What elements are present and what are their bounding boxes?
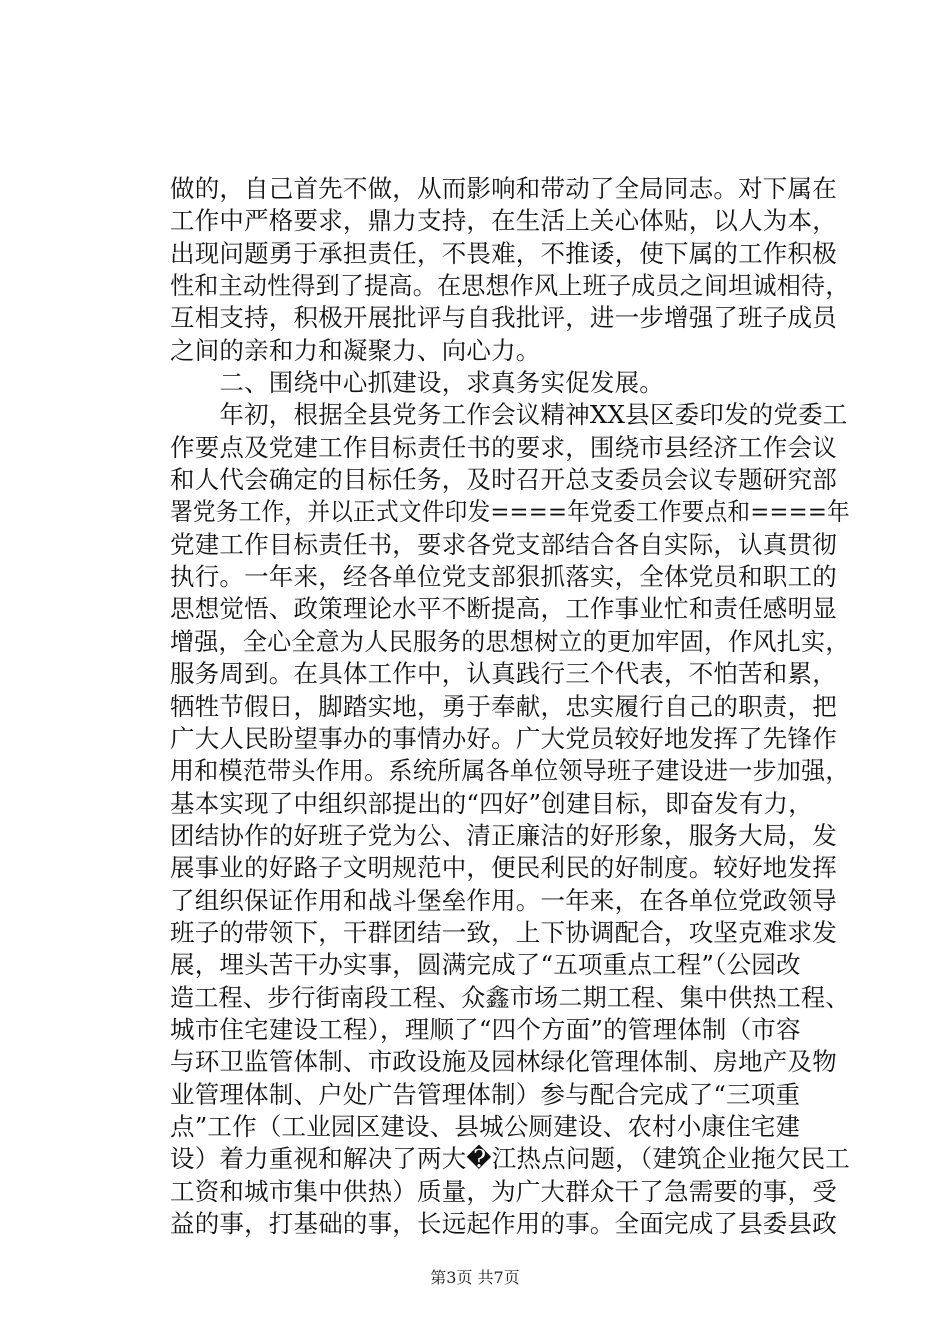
text-line: 牺牲节假日，脚踏实地，勇于奉献，忠实履行自己的职责，把 [170,691,837,721]
text-line: 执行。一年来，经各单位党支部狠抓落实，全体党员和职工的 [170,562,837,592]
text-line: 点”工作（工业园区建设、县城公厕建设、农村小康住宅建 [170,1111,801,1141]
text-line: 业管理体制、户处广告管理体制）参与配合完成了“三项重 [170,1079,801,1109]
text-line: 增强，全心全意为人民服务的思想树立的更加牢固，作风扎实， [170,626,850,656]
text-line: 党建工作目标责任书，要求各党支部结合各自实际，认真贯彻 [170,529,837,559]
text-line: 性和主动性得到了提高。在思想作风上班子成员之间坦诚相待， [170,271,850,301]
text-line: 广大人民盼望事办的事情办好。广大党员较好地发挥了先锋作 [170,723,837,753]
text-line: 基本实现了中组织部提出的“四好”创建目标，即奋发有力， [170,788,813,818]
text-line: 工资和城市集中供热）质量，为广大群众干了急需要的事，受 [170,1176,837,1206]
page-footer: 第3页 共7页 [430,1268,520,1287]
text-line: 展事业的好路子文明规范中，便民利民的好制度。较好地发挥 [170,853,837,883]
text-line: 互相支持，积极开展批评与自我批评，进一步增强了班子成员 [170,303,837,333]
text-line: 和人代会确定的目标任务，及时召开总支委员会议专题研究部 [170,465,837,495]
text-line: 服务周到。在具体工作中，认真践行三个代表，不怕苦和累， [170,659,837,689]
text-line: 团结协作的好班子党为公、清正廉洁的好形象，服务大局，发 [170,820,837,850]
text-line: 造工程、步行街南段工程、众鑫市场二期工程、集中供热工程、 [170,982,850,1012]
text-line: 与环卫监管体制、市政设施及园林绿化管理体制、房地产及物 [170,1047,837,1077]
text-line: 作要点及党建工作目标责任书的要求，围绕市县经济工作会议 [170,432,837,462]
text-line: 了组织保证作用和战斗堡垒作用。一年来，在各单位党政领导 [170,885,837,915]
text-line: 出现问题勇于承担责任，不畏难，不推诿，使下属的工作积极 [170,238,837,268]
body-text [170,173,850,1240]
text-line: 班子的带领下，干群团结一致，上下协调配合，攻坚克难求发 [170,917,837,947]
text-line: 工作中严格要求，鼎力支持，在生活上关心体贴，以人为本， [170,206,837,236]
text-line: 展，埋头苦干办实事，圆满完成了“五项重点工程”（公园改 [170,950,801,980]
text-line: 做的，自己首先不做，从而影响和带动了全局同志。对下属在 [170,174,837,203]
text-line: 年初，根据全县党务工作会议精神XX县区委印发的党委工 [170,400,848,430]
text-line: 署党务工作，并以正式文件印发====年党委工作要点和====年 [170,497,850,527]
text-line: 二、围绕中心抓建设，求真务实促发展。 [170,368,664,398]
text-line: 用和模范带头作用。系统所属各单位领导班子建设进一步加强， [170,756,850,786]
text-line: 思想觉悟、政策理论水平不断提高，工作事业忙和责任感明显 [170,594,837,624]
text-line: 之间的亲和力和凝聚力、向心力。 [170,335,541,365]
text-line: 城市住宅建设工程），理顺了“四个方面”的管理体制（市容 [170,1014,801,1044]
text-line: 设）着力重视和解决了两大�江热点问题，（建筑企业拖欠民工 [170,1144,850,1174]
text-line: 益的事，打基础的事，长远起作用的事。全面完成了县委县政 [170,1209,837,1238]
